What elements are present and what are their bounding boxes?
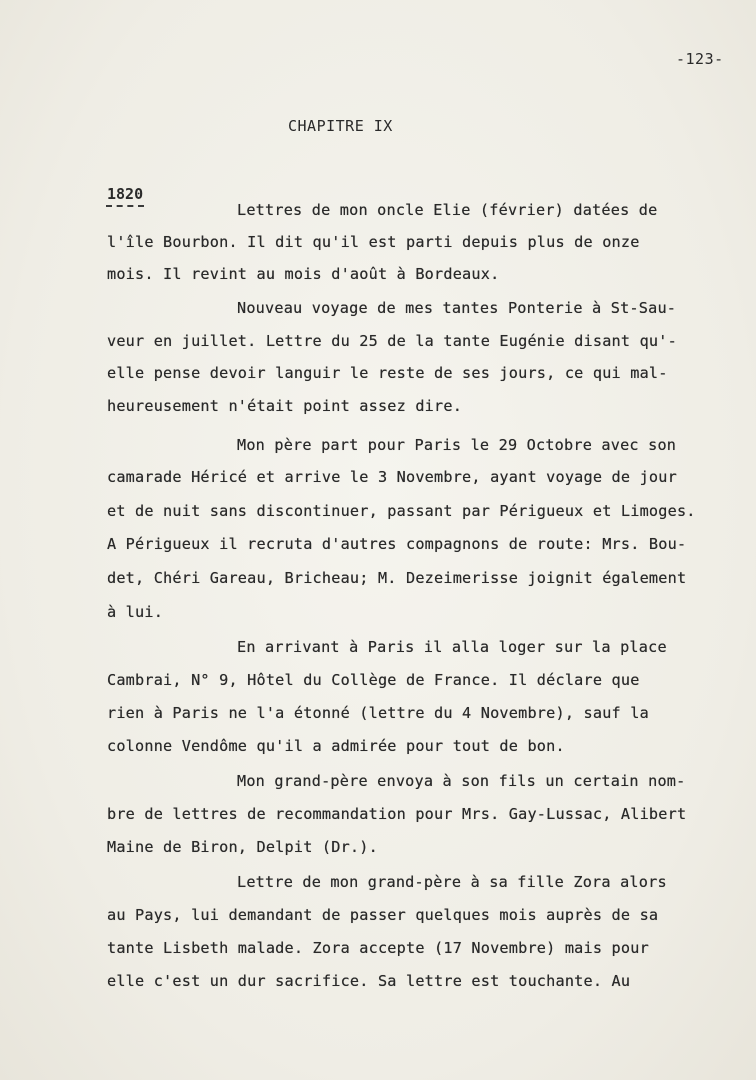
text-line: Maine de Biron, Delpit (Dr.).	[107, 838, 378, 856]
text-line: veur en juillet. Lettre du 25 de la tante Eugénie disant qu'-	[107, 332, 677, 350]
text-line: tante Lisbeth malade. Zora accepte (17 Novembre) mais pour	[107, 939, 649, 957]
text-line: heureusement n'était point assez dire.	[107, 397, 463, 415]
text-line: det, Chéri Gareau, Bricheau; M. Dezeimerisse joignit également	[107, 569, 687, 587]
text-line: bre de lettres de recommandation pour Mrs. Gay-Lussac, Alibert	[107, 805, 687, 823]
text-line: et de nuit sans discontinuer, passant par Périgueux et Limoges.	[107, 502, 696, 520]
text-line: elle c'est un dur sacrifice. Sa lettre est touchante. Au	[107, 972, 631, 990]
text-line: au Pays, lui demandant de passer quelques mois auprès de sa	[107, 906, 659, 924]
text-line: rien à Paris ne l'a étonné (lettre du 4 Novembre), sauf la	[107, 704, 649, 722]
text-line: Lettre de mon grand-père à sa fille Zora alors	[237, 873, 667, 891]
text-line: En arrivant à Paris il alla loger sur la place	[237, 638, 667, 656]
text-line: A Périgueux il recruta d'autres compagnons de route: Mrs. Bou-	[107, 535, 687, 553]
text-line: camarade Héricé et arrive le 3 Novembre, ayant voyage de jour	[107, 468, 677, 486]
text-line: colonne Vendôme qu'il a admirée pour tout de bon.	[107, 737, 565, 755]
text-line: à lui.	[107, 603, 164, 621]
text-line: l'île Bourbon. Il dit qu'il est parti depuis plus de onze	[107, 233, 640, 251]
chapter-title: CHAPITRE IX	[288, 117, 393, 135]
text-line: Mon grand-père envoya à son fils un certain nom-	[237, 772, 686, 790]
text-line: elle pense devoir languir le reste de ses jours, ce qui mal-	[107, 364, 668, 382]
year-underline	[106, 205, 144, 207]
year-margin-label: 1820	[107, 185, 144, 203]
text-line: Nouveau voyage de mes tantes Ponterie à St-Sau-	[237, 299, 677, 317]
text-line: Mon père part pour Paris le 29 Octobre avec son	[237, 436, 677, 454]
text-line: Lettres de mon oncle Elie (février) datées de	[237, 201, 658, 219]
page-number: -123-	[676, 50, 724, 68]
text-line: Cambrai, N° 9, Hôtel du Collège de France. Il déclare que	[107, 671, 640, 689]
text-line: mois. Il revint au mois d'août à Bordeaux.	[107, 265, 500, 283]
